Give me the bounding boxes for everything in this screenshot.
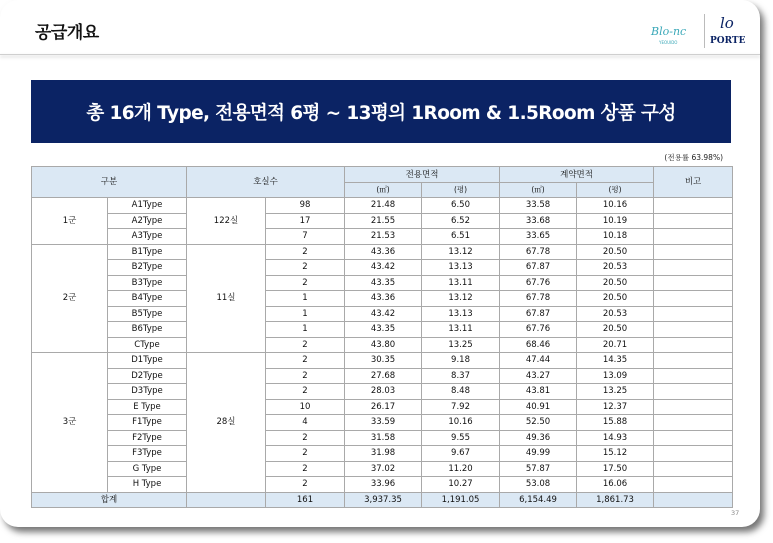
- table-row: [32, 213, 733, 229]
- exclusive-pyeong-cell: 9.67: [422, 446, 500, 462]
- header-exclusive-m2: (㎡): [345, 183, 422, 198]
- unit-count-cell: 2: [266, 477, 345, 493]
- exclusive-m2-cell: 43.35: [345, 275, 422, 291]
- table-body: [32, 198, 733, 508]
- exclusive-pyeong-cell: 8.37: [422, 368, 500, 384]
- total-contract-pyeong-cell: 1,861.73: [577, 492, 654, 508]
- unit-count-cell: 2: [266, 368, 345, 384]
- contract-pyeong-cell: 12.37: [577, 399, 654, 415]
- table-row: [32, 368, 733, 384]
- contract-m2-cell: 57.87: [500, 461, 577, 477]
- total-row: [32, 492, 733, 508]
- contract-pyeong-cell: 13.25: [577, 384, 654, 400]
- contract-pyeong-cell: 10.16: [577, 198, 654, 214]
- table-row: [32, 244, 733, 260]
- exclusive-m2-cell: 30.35: [345, 353, 422, 369]
- unit-count-cell: 2: [266, 244, 345, 260]
- contract-m2-cell: 68.46: [500, 337, 577, 353]
- header-divider: [0, 54, 760, 55]
- unit-count-cell: 98: [266, 198, 345, 214]
- header-exclusive-pyeong: (평): [422, 183, 500, 198]
- unit-count-cell: 2: [266, 446, 345, 462]
- exclusive-m2-cell: 43.42: [345, 260, 422, 276]
- table-row: [32, 415, 733, 431]
- header-contract-pyeong: (평): [577, 183, 654, 198]
- exclusive-m2-cell: 37.02: [345, 461, 422, 477]
- summary-banner: 총 16개 Type, 전용면적 6평 ~ 13평의 1Room & 1.5Room 상품 구성: [31, 80, 731, 143]
- exclusive-pyeong-cell: 7.92: [422, 399, 500, 415]
- exclusive-pyeong-cell: 13.13: [422, 306, 500, 322]
- contract-pyeong-cell: 14.35: [577, 353, 654, 369]
- exclusive-pyeong-cell: 13.11: [422, 275, 500, 291]
- type-cell: B4Type: [108, 291, 187, 307]
- header-contract-area: 계약면적: [500, 167, 654, 183]
- group-name-cell: 3군: [32, 353, 108, 493]
- contract-pyeong-cell: 20.50: [577, 322, 654, 338]
- exclusive-pyeong-cell: 6.52: [422, 213, 500, 229]
- type-cell: B1Type: [108, 244, 187, 260]
- exclusive-pyeong-cell: 9.18: [422, 353, 500, 369]
- contract-m2-cell: 43.27: [500, 368, 577, 384]
- contract-m2-cell: 49.99: [500, 446, 577, 462]
- remarks-cell: [654, 229, 733, 245]
- unit-count-cell: 1: [266, 322, 345, 338]
- header-remarks: 비고: [654, 167, 733, 198]
- type-cell: E Type: [108, 399, 187, 415]
- table-row: [32, 384, 733, 400]
- contract-pyeong-cell: 14.93: [577, 430, 654, 446]
- exclusive-pyeong-cell: 10.16: [422, 415, 500, 431]
- exclusive-pyeong-cell: 13.12: [422, 291, 500, 307]
- total-units-blank-cell: [187, 492, 266, 508]
- exclusive-m2-cell: 43.35: [345, 322, 422, 338]
- type-cell: A2Type: [108, 213, 187, 229]
- contract-pyeong-cell: 15.88: [577, 415, 654, 431]
- bloanc-logo: [650, 20, 698, 48]
- group-units-cell: 122실: [187, 198, 266, 245]
- table-row: [32, 337, 733, 353]
- unit-count-cell: 1: [266, 306, 345, 322]
- exclusive-ratio-note: (전용률 63.98%): [664, 153, 723, 162]
- remarks-cell: [654, 477, 733, 493]
- type-cell: B2Type: [108, 260, 187, 276]
- header-contract-m2: (㎡): [500, 183, 577, 198]
- laporte-logo-top: lo: [720, 14, 734, 32]
- page-title: 공급개요: [35, 23, 99, 43]
- total-exclusive-m2-cell: 3,937.35: [345, 492, 422, 508]
- group-units-cell: 11실: [187, 244, 266, 353]
- laporte-logo-bottom: PORTE: [710, 36, 746, 46]
- table-row: [32, 322, 733, 338]
- table-row: [32, 430, 733, 446]
- type-cell: CType: [108, 337, 187, 353]
- exclusive-pyeong-cell: 9.55: [422, 430, 500, 446]
- contract-m2-cell: 49.36: [500, 430, 577, 446]
- remarks-cell: [654, 275, 733, 291]
- total-exclusive-pyeong-cell: 1,191.05: [422, 492, 500, 508]
- exclusive-pyeong-cell: 6.50: [422, 198, 500, 214]
- remarks-cell: [654, 399, 733, 415]
- page-number: 37: [731, 509, 740, 517]
- contract-m2-cell: 53.08: [500, 477, 577, 493]
- remarks-cell: [654, 430, 733, 446]
- exclusive-m2-cell: 26.17: [345, 399, 422, 415]
- type-cell: F1Type: [108, 415, 187, 431]
- contract-m2-cell: 67.87: [500, 260, 577, 276]
- contract-pyeong-cell: 10.19: [577, 213, 654, 229]
- contract-m2-cell: 67.76: [500, 322, 577, 338]
- type-cell: B3Type: [108, 275, 187, 291]
- contract-pyeong-cell: 15.12: [577, 446, 654, 462]
- table-row: [32, 399, 733, 415]
- remarks-cell: [654, 260, 733, 276]
- contract-pyeong-cell: 20.53: [577, 260, 654, 276]
- unit-count-cell: 2: [266, 260, 345, 276]
- remarks-cell: [654, 213, 733, 229]
- table-row: [32, 461, 733, 477]
- logo-divider: [704, 14, 705, 48]
- unit-count-cell: 4: [266, 415, 345, 431]
- exclusive-pyeong-cell: 11.20: [422, 461, 500, 477]
- type-cell: D3Type: [108, 384, 187, 400]
- contract-pyeong-cell: 20.50: [577, 244, 654, 260]
- group-name-cell: 2군: [32, 244, 108, 353]
- table-row: [32, 353, 733, 369]
- total-count-cell: 161: [266, 492, 345, 508]
- header-exclusive-area: 전용면적: [345, 167, 500, 183]
- exclusive-pyeong-cell: 10.27: [422, 477, 500, 493]
- supply-table: [31, 166, 733, 508]
- remarks-cell: [654, 337, 733, 353]
- unit-count-cell: 17: [266, 213, 345, 229]
- type-cell: A1Type: [108, 198, 187, 214]
- contract-m2-cell: 67.87: [500, 306, 577, 322]
- type-cell: F2Type: [108, 430, 187, 446]
- bloanc-logo-subtext: YEOUIDO: [659, 40, 678, 45]
- unit-count-cell: 2: [266, 353, 345, 369]
- exclusive-m2-cell: 43.36: [345, 244, 422, 260]
- contract-pyeong-cell: 10.18: [577, 229, 654, 245]
- exclusive-m2-cell: 27.68: [345, 368, 422, 384]
- type-cell: D2Type: [108, 368, 187, 384]
- exclusive-m2-cell: 43.42: [345, 306, 422, 322]
- table-row: [32, 198, 733, 214]
- remarks-cell: [654, 198, 733, 214]
- unit-count-cell: 2: [266, 275, 345, 291]
- type-cell: B6Type: [108, 322, 187, 338]
- type-cell: B5Type: [108, 306, 187, 322]
- remarks-cell: [654, 353, 733, 369]
- contract-pyeong-cell: 13.09: [577, 368, 654, 384]
- exclusive-m2-cell: 21.55: [345, 213, 422, 229]
- contract-m2-cell: 47.44: [500, 353, 577, 369]
- exclusive-m2-cell: 33.96: [345, 477, 422, 493]
- remarks-cell: [654, 322, 733, 338]
- type-cell: G Type: [108, 461, 187, 477]
- contract-m2-cell: 52.50: [500, 415, 577, 431]
- unit-count-cell: 2: [266, 384, 345, 400]
- remarks-cell: [654, 446, 733, 462]
- header-units: 호실수: [187, 167, 345, 198]
- contract-pyeong-cell: 20.50: [577, 275, 654, 291]
- unit-count-cell: 2: [266, 430, 345, 446]
- remarks-cell: [654, 415, 733, 431]
- contract-m2-cell: 67.78: [500, 291, 577, 307]
- unit-count-cell: 2: [266, 461, 345, 477]
- exclusive-pyeong-cell: 8.48: [422, 384, 500, 400]
- remarks-cell: [654, 244, 733, 260]
- table-row: [32, 306, 733, 322]
- contract-m2-cell: 67.76: [500, 275, 577, 291]
- contract-m2-cell: 67.78: [500, 244, 577, 260]
- table-row: [32, 446, 733, 462]
- laporte-logo: [707, 14, 751, 50]
- type-cell: F3Type: [108, 446, 187, 462]
- table-row: [32, 291, 733, 307]
- exclusive-pyeong-cell: 13.11: [422, 322, 500, 338]
- remarks-cell: [654, 291, 733, 307]
- exclusive-pyeong-cell: 13.12: [422, 244, 500, 260]
- contract-pyeong-cell: 17.50: [577, 461, 654, 477]
- unit-count-cell: 7: [266, 229, 345, 245]
- contract-m2-cell: 33.65: [500, 229, 577, 245]
- exclusive-m2-cell: 31.98: [345, 446, 422, 462]
- contract-m2-cell: 43.81: [500, 384, 577, 400]
- unit-count-cell: 1: [266, 291, 345, 307]
- type-cell: A3Type: [108, 229, 187, 245]
- contract-pyeong-cell: 16.06: [577, 477, 654, 493]
- table-row: [32, 229, 733, 245]
- header-group: 구분: [32, 167, 187, 198]
- contract-pyeong-cell: 20.50: [577, 291, 654, 307]
- contract-m2-cell: 33.68: [500, 213, 577, 229]
- remarks-cell: [654, 306, 733, 322]
- remarks-cell: [654, 368, 733, 384]
- type-cell: D1Type: [108, 353, 187, 369]
- total-label-cell: 합계: [32, 492, 187, 508]
- exclusive-m2-cell: 33.59: [345, 415, 422, 431]
- exclusive-pyeong-cell: 13.25: [422, 337, 500, 353]
- table-row: [32, 260, 733, 276]
- total-contract-m2-cell: 6,154.49: [500, 492, 577, 508]
- bloanc-logo-text: Blo-nc: [651, 25, 687, 38]
- contract-pyeong-cell: 20.71: [577, 337, 654, 353]
- exclusive-pyeong-cell: 13.13: [422, 260, 500, 276]
- type-cell: H Type: [108, 477, 187, 493]
- unit-count-cell: 10: [266, 399, 345, 415]
- table-row: [32, 275, 733, 291]
- exclusive-m2-cell: 21.48: [345, 198, 422, 214]
- contract-pyeong-cell: 20.53: [577, 306, 654, 322]
- total-remarks-cell: [654, 492, 733, 508]
- unit-count-cell: 2: [266, 337, 345, 353]
- exclusive-m2-cell: 31.58: [345, 430, 422, 446]
- exclusive-m2-cell: 43.36: [345, 291, 422, 307]
- contract-m2-cell: 33.58: [500, 198, 577, 214]
- remarks-cell: [654, 384, 733, 400]
- group-name-cell: 1군: [32, 198, 108, 245]
- exclusive-m2-cell: 28.03: [345, 384, 422, 400]
- table-row: [32, 477, 733, 493]
- group-units-cell: 28실: [187, 353, 266, 493]
- contract-m2-cell: 40.91: [500, 399, 577, 415]
- exclusive-pyeong-cell: 6.51: [422, 229, 500, 245]
- exclusive-m2-cell: 21.53: [345, 229, 422, 245]
- exclusive-m2-cell: 43.80: [345, 337, 422, 353]
- remarks-cell: [654, 461, 733, 477]
